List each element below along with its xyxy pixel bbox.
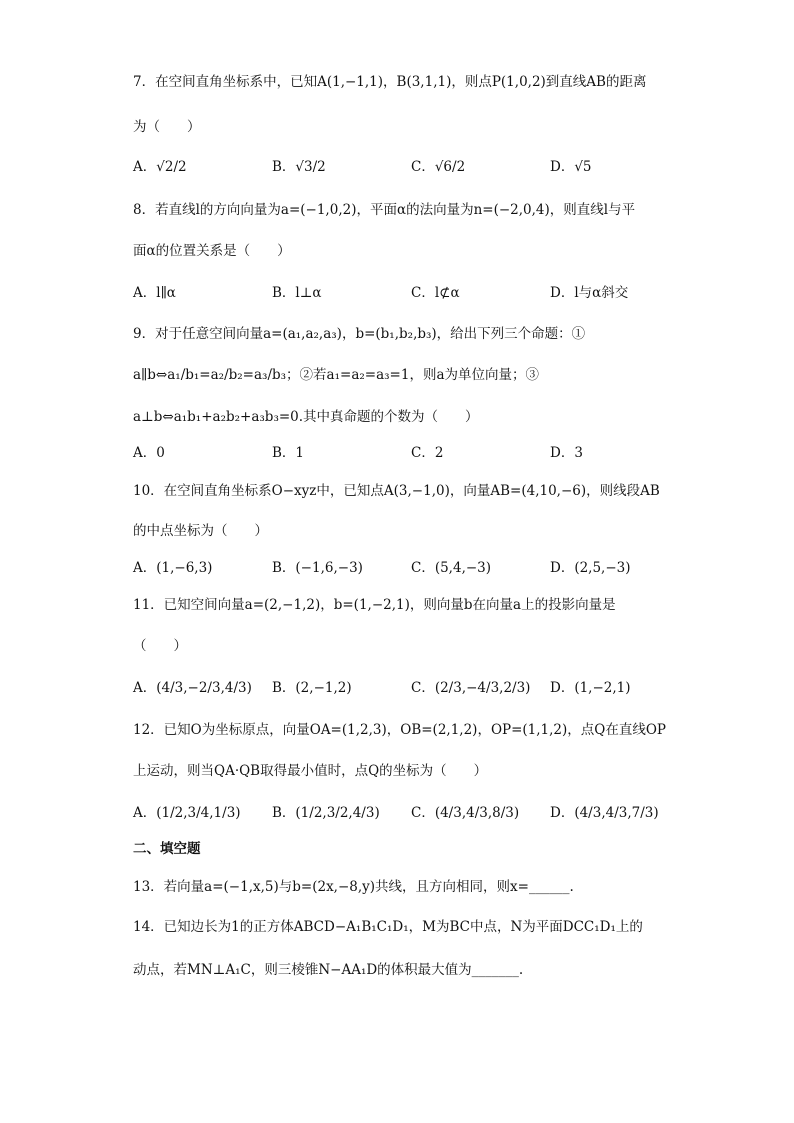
- q12-line-1: 12．已知O为坐标原点，向量OA=(1,2,3)，OB=(2,1,2)，OP=(1,1,2)，点Q在直线OP: [133, 722, 667, 738]
- q10-line-2: 的中点坐标为（ ）: [133, 523, 268, 539]
- q7-line-2: 为（ ）: [133, 119, 201, 135]
- q11-option-c: C．(2/3,−4/3,2/3): [411, 680, 531, 696]
- q8-line-1: 8．若直线l的方向向量为a=(−1,0,2)，平面α的法向量为n=(−2,0,4)，则直线l与平: [133, 202, 636, 218]
- q14-line-2: 动点，若MN⊥A₁C，则三棱锥N−AA₁D的体积最大值为_______.: [133, 962, 524, 978]
- q10-options: [133, 556, 693, 576]
- q12-option-a: A．(1/2,3/4,1/3): [133, 805, 241, 821]
- q12-option-b: B．(1/2,3/2,4/3): [272, 805, 380, 821]
- q11-option-b: B．(2,−1,2): [272, 680, 352, 696]
- q12-line-2: 上运动，则当QA·QB取得最小值时，点Q的坐标为（ ）: [133, 763, 488, 779]
- section-title-fill-in: 二、填空题: [133, 841, 201, 857]
- q8-option-d: D．l与α斜交: [550, 285, 629, 301]
- q8-line-2: 面α的位置关系是（ ）: [133, 243, 291, 259]
- q9-line-1: 9．对于任意空间向量a=(a₁,a₂,a₃)，b=(b₁,b₂,b₃)，给出下列三个命题：①: [133, 326, 586, 342]
- q8-option-b: B．l⊥α: [272, 285, 322, 301]
- q9-option-d: D．3: [550, 445, 583, 461]
- q10-option-a: A．(1,−6,3): [133, 560, 213, 576]
- q8-option-a: A．l∥α: [133, 285, 176, 301]
- q10-option-d: D．(2,5,−3): [550, 560, 631, 576]
- q11-option-d: D．(1,−2,1): [550, 680, 631, 696]
- q7-line-1: 7．在空间直角坐标系中，已知A(1,−1,1)，B(3,1,1)，则点P(1,0,2)到直线AB的距离: [133, 74, 647, 90]
- q7-option-a: A．√2/2: [133, 159, 187, 175]
- q9-option-a: A．0: [133, 445, 165, 461]
- q7-options: [133, 155, 693, 175]
- q11-options: [133, 676, 693, 696]
- q12-option-c: C．(4/3,4/3,8/3): [411, 805, 520, 821]
- q13-line-1: 13．若向量a=(−1,x,5)与b=(2x,−8,y)共线，且方向相同，则x=______.: [133, 879, 574, 895]
- q12-options: [133, 801, 693, 821]
- q9-line-3: a⊥b⇔a₁b₁+a₂b₂+a₃b₃=0.其中真命题的个数为（ ）: [133, 409, 479, 425]
- q9-line-2: a∥b⇔a₁/b₁=a₂/b₂=a₃/b₃；②若a₁=a₂=a₃=1，则a为单位向量；③: [133, 367, 540, 383]
- q9-option-b: B．1: [272, 445, 305, 461]
- q10-option-c: C．(5,4,−3): [411, 560, 492, 576]
- q7-option-c: C．√6/2: [411, 159, 466, 175]
- q11-line-1: 11．已知空间向量a=(2,−1,2)，b=(1,−2,1)，则向量b在向量a上的投影向量是: [133, 597, 616, 613]
- q7-option-d: D．√5: [550, 159, 592, 175]
- q10-option-b: B．(−1,6,−3): [272, 560, 363, 576]
- q14-line-1: 14．已知边长为1的正方体ABCD−A₁B₁C₁D₁，M为BC中点，N为平面DCC₁D₁上的: [133, 919, 643, 935]
- q10-line-1: 10．在空间直角坐标系O−xyz中，已知点A(3,−1,0)，向量AB=(4,10,−6)，则线段AB: [133, 483, 660, 499]
- q12-option-d: D．(4/3,4/3,7/3): [550, 805, 659, 821]
- q8-option-c: C．l⊄α: [411, 285, 460, 301]
- q11-line-2: （ ）: [133, 638, 187, 654]
- q9-option-c: C．2: [411, 445, 444, 461]
- q8-options: [133, 281, 693, 301]
- q11-option-a: A．(4/3,−2/3,4/3): [133, 680, 252, 696]
- q7-option-b: B．√3/2: [272, 159, 326, 175]
- q9-options: [133, 441, 693, 461]
